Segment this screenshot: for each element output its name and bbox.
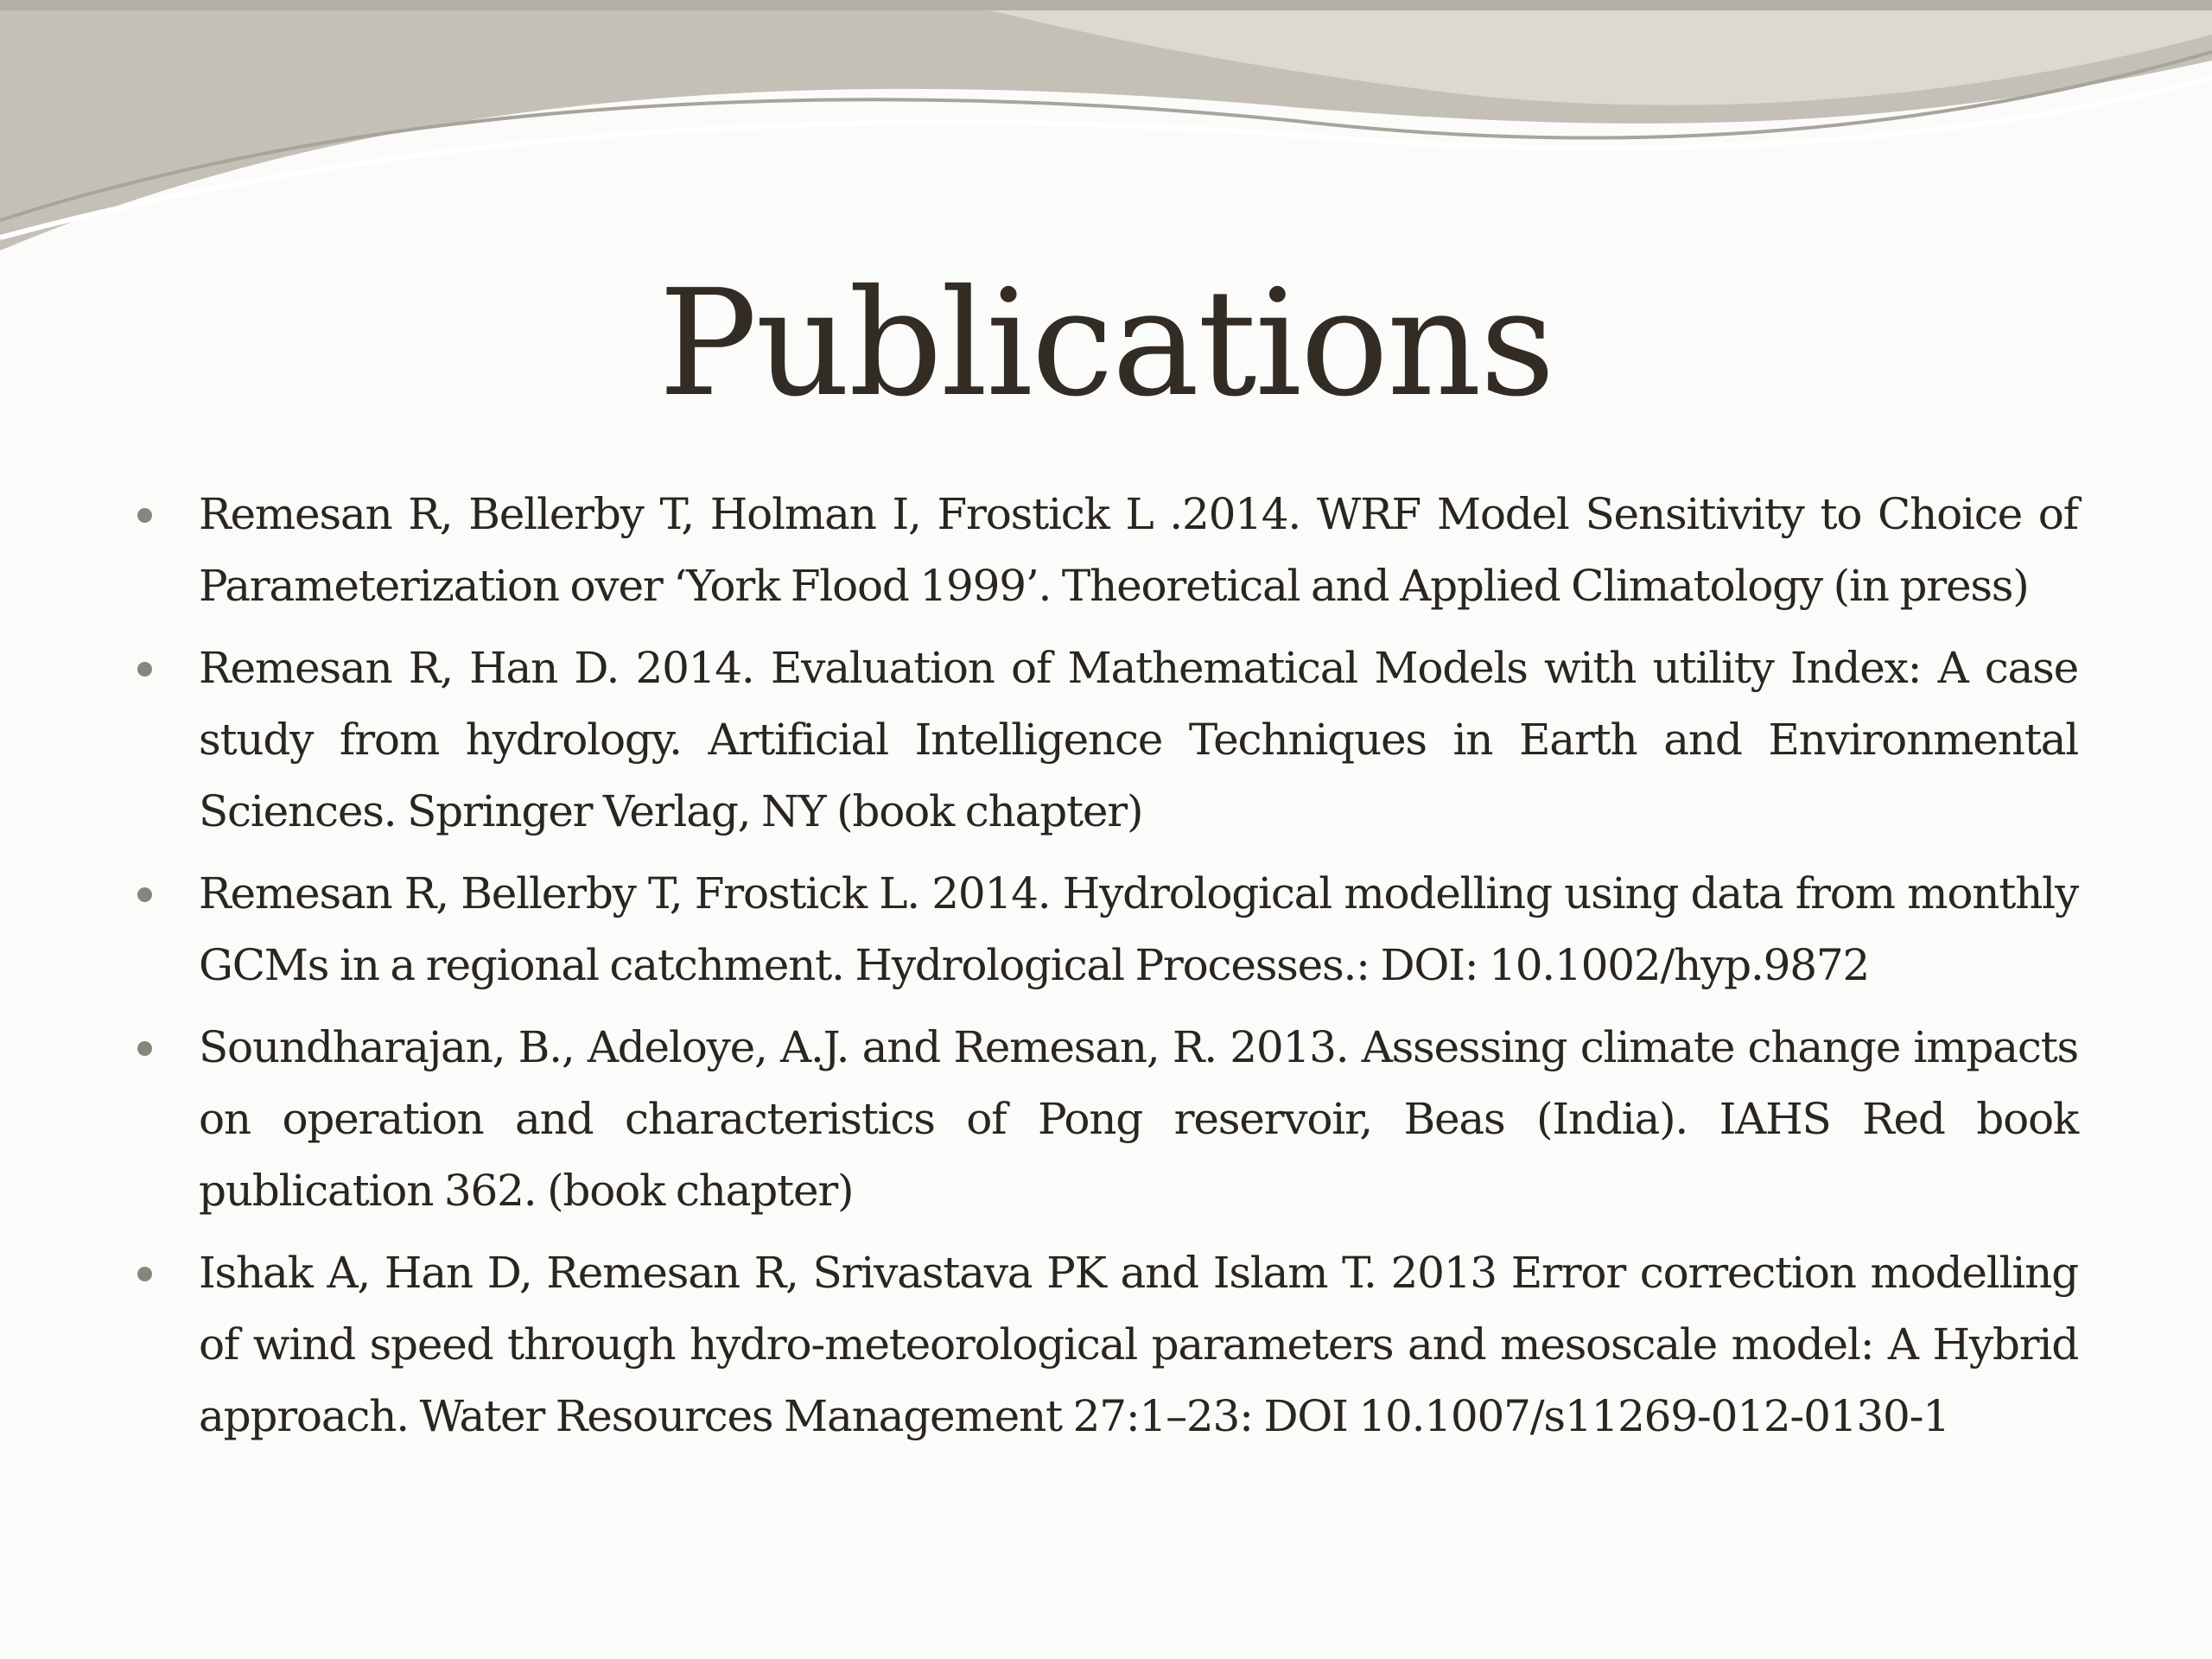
list-item: [199, 1237, 2078, 1452]
list-item: [199, 858, 2078, 1001]
bullet-icon: [137, 1267, 152, 1281]
publication-text: Soundharajan, B., Adeloye, A.J. and Remesan, R. 2013. Assessing climate change impacts on operation and characteristics of Pong reservoir, Beas (India). IAHS Red book publication 362. (book chapter): [199, 1022, 2078, 1216]
list-item: [199, 632, 2078, 848]
publication-list: [199, 479, 2078, 1463]
page-title: Publications: [658, 258, 1554, 429]
bullet-icon: [137, 1041, 152, 1056]
publication-text: Ishak A, Han D, Remesan R, Srivastava PK and Islam T. 2013 Error correction modelling of wind speed through hydro-meteorological parameters and mesoscale model: A Hybrid approach. Water Resources Management 27:1–23: DOI 10.1007/s11269-012-0130-1: [199, 1248, 2078, 1441]
bullet-icon: [137, 887, 152, 902]
bullet-icon: [137, 662, 152, 677]
publication-text: Remesan R, Bellerby T, Holman I, Frostick L .2014. WRF Model Sensitivity to Choice of Parameterization over ‘York Flood 1999’. Theoretical and Applied Climatology (in press): [199, 489, 2078, 611]
bullet-icon: [137, 508, 152, 523]
list-item: [199, 1012, 2078, 1227]
list-item: [199, 479, 2078, 622]
publication-text: Remesan R, Han D. 2014. Evaluation of Mathematical Models with utility Index: A case study from hydrology. Artificial Intelligence Techniques in Earth and Environmental Sciences. Springer Verlag, NY (book chapter): [199, 643, 2078, 836]
publication-text: Remesan R, Bellerby T, Frostick L. 2014. Hydrological modelling using data from monthly GCMs in a regional catchment. Hydrological Processes.: DOI: 10.1002/hyp.9872: [199, 868, 2078, 990]
